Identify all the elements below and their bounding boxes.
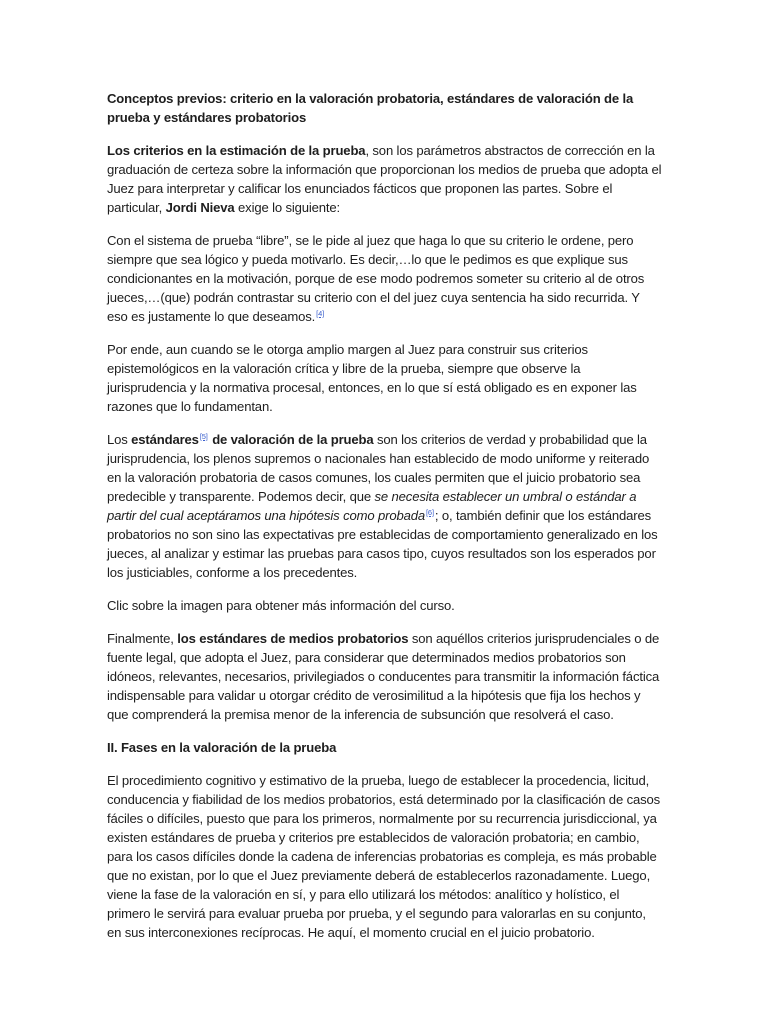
document-page — [107, 89, 662, 956]
text-segment: son los criterios de verdad y probabilidad que la jurisprudencia, los plenos supremos o nacionales han establecido de modo uniforme y reiterado en la valoración probatoria de casos comunes, los cuales permiten que el juicio probatorio sea predecible y transparente. Podemos decir, que — [107, 432, 650, 504]
text-segment: , son los parámetros abstractos de corrección en la graduación de certeza sobre la información que proporcionan los medios de prueba que adopta el Juez para interpretar y calificar los enunciados fácticos que proponen las partes. Sobre el particular, — [107, 143, 662, 215]
section-heading-conceptos-previos: Conceptos previos: criterio en la valoración probatoria, estándares de valoración de la prueba y estándares probatorios — [107, 91, 634, 125]
paragraph-finalmente — [107, 629, 662, 724]
footnote-link-4[interactable]: [4] — [316, 309, 325, 318]
bold-term-de-valoracion: de valoración de la prueba — [208, 432, 374, 447]
text-segment: son aquéllos criterios jurisprudenciales o de fuente legal, que adopta el Juez, para considerar que determinados medios probatorios son idóneos, relevantes, necesarios, privilegiados o conducentes para transmitir la información fáctica indispensable para validar u otorgar crédito de verosimilitud a la hipótesis que fija los hechos y que comprenderá la premisa menor de la inferencia de subsunción que resolverá el caso. — [107, 631, 660, 722]
section-heading-fases: II. Fases en la valoración de la prueba — [107, 740, 337, 755]
quote-text: Con el sistema de prueba “libre”, se le pide al juez que haga lo que su criterio le ordene, pero siempre que sea lógico y pueda motivarlo. Es decir,…lo que le pedimos es que explique sus condicionantes en la motivación, porque de ese modo podremos someter su criterio al de otros jueces,…(que) podrán contrastar su criterio con el del juez cuya sentencia ha sido recurrida. Y eso es justamente lo que deseamos. — [107, 233, 645, 324]
paragraph-por-ende: Por ende, aun cuando se le otorga amplio margen al Juez para construir sus criterios epistemológicos en la valoración crítica y libre de la prueba, siempre que observe la jurisprudencia y la normativa procesal, entonces, en lo que sí está obligado es en exponer las razones que lo fundamentan. — [107, 342, 637, 414]
text-segment: exige lo siguiente: — [234, 200, 341, 215]
quote-paragraph-nieva — [107, 231, 662, 326]
bold-term-medios-probatorios: los estándares de medios probatorios — [177, 631, 409, 646]
text-segment: Finalmente, — [107, 631, 178, 646]
footnote-link-6[interactable]: [6] — [425, 508, 434, 517]
bold-term-criterios: Los criterios en la estimación de la prueba — [107, 143, 366, 158]
bold-term-estandares: estándares — [131, 432, 199, 447]
footnote-link-5[interactable]: [5] — [199, 432, 208, 441]
text-segment: ; o, también definir que los estándares probatorios no son sino las expectativas pre establecidas de comportamiento generalizado en los jueces, al analizar y estimar las pruebas para casos tipo, cuyos resultados son los esperados por los justiciables, conforme a los precedentes. — [107, 508, 658, 580]
author-name-jordi-nieva: Jordi Nieva — [165, 200, 235, 215]
paragraph-estandares-valoracion — [107, 430, 662, 582]
paragraph-criterios-estimacion — [107, 141, 662, 217]
text-segment: Los — [107, 432, 132, 447]
paragraph-clic-imagen: Clic sobre la imagen para obtener más información del curso. — [107, 598, 455, 613]
italic-quote-umbral: se necesita establecer un umbral o estándar a partir del cual aceptáramos una hipótesis como probada — [107, 489, 637, 523]
paragraph-procedimiento: El procedimiento cognitivo y estimativo de la prueba, luego de establecer la procedencia, licitud, conducencia y fiabilidad de los medios probatorios, está determinado por la clasificación de casos fáciles o difíciles, puesto que para los primeros, normalmente por su recurrencia jurisdiccional, ya existen estándares de prueba y criterios pre establecidos de valoración probatoria; en cambio, para los casos difíciles donde la cadena de inferencias probatorias es compleja, es más probable que no existan, por lo que el Juez previamente deberá de establecerlos razonadamente. Luego, viene la fase de la valoración en sí, y para ello utilizará los métodos: analítico y holístico, el primero le servirá para evaluar prueba por prueba, y el segundo para valorarlas en su conjunto, en sus interconexiones recíprocas. He aquí, el momento crucial en el juicio probatorio. — [107, 773, 661, 940]
